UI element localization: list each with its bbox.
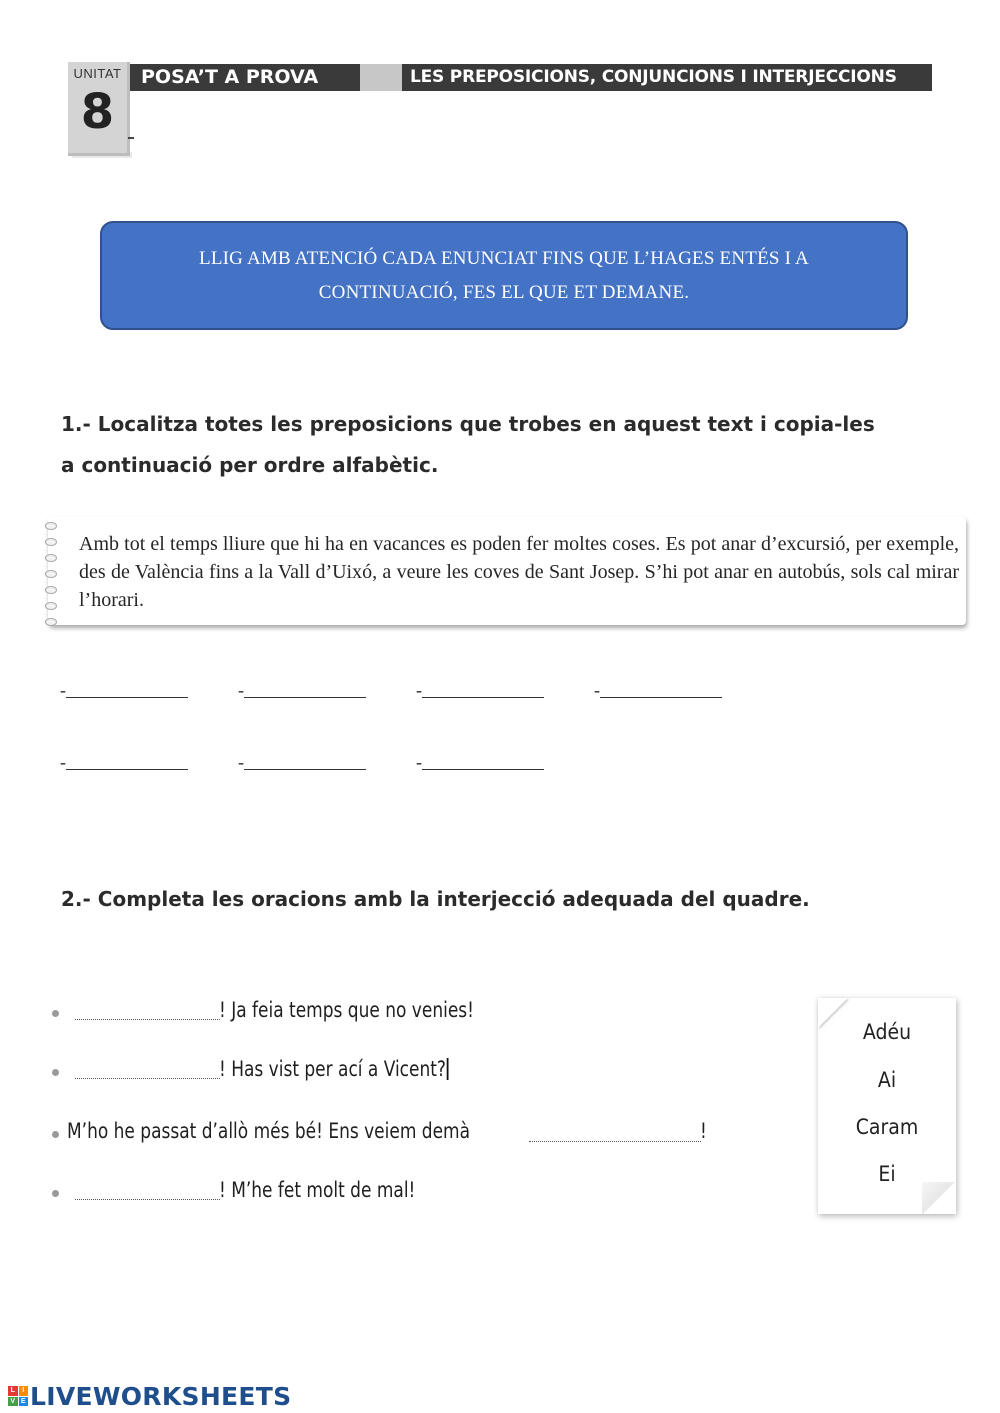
instruction-box [100, 221, 908, 330]
preposition-answer-7[interactable]: - [416, 752, 544, 778]
interjection-blank-4[interactable] [75, 1199, 220, 1200]
interjection-blank-2[interactable] [75, 1078, 220, 1079]
logo-icon: L I V E [8, 1386, 28, 1406]
interjection-blank-3[interactable] [529, 1141, 701, 1142]
text-cursor [447, 1058, 448, 1080]
instruction-text: LLIG AMB ATENCIÓ CADA ENUNCIAT FINS QUE L’HAGES ENTÉS I A CONTINUACIÓ, FES EL QUE ET DEMANE. [199, 247, 809, 303]
word-bank-item: Caram [855, 1115, 919, 1139]
section-title: POSA’T A PROVA [141, 66, 319, 88]
sentence-2-text: ! Has vist per ací a Vicent? [219, 1057, 446, 1081]
preposition-answer-5[interactable]: - [60, 752, 188, 778]
sentence-2 [219, 1057, 448, 1081]
interjection-blank-1[interactable] [75, 1019, 220, 1020]
bullet-icon [52, 1010, 59, 1017]
preposition-answer-2[interactable]: - [238, 680, 366, 706]
liveworksheets-logo[interactable] [8, 1382, 291, 1410]
preposition-answer-4[interactable]: - [594, 680, 722, 706]
word-bank-item: Adéu [862, 1020, 912, 1044]
sentence-3-text: M’ho he passat d’allò més bé! Ens veiem demà [67, 1119, 471, 1143]
bullet-icon [52, 1131, 59, 1138]
exercise-2-title: 2.- Completa les oracions amb la interjecció adequada del quadre. [61, 887, 810, 911]
page-curl-corner [922, 1182, 956, 1214]
unit-badge [68, 62, 130, 156]
header-divider [360, 64, 402, 91]
preposition-answer-3[interactable]: - [416, 680, 544, 706]
topic-title: LES PREPOSICIONS, CONJUNCIONS I INTERJECCIONS [410, 67, 897, 87]
sentence-1-text: ! Ja feia temps que no venies! [219, 998, 474, 1022]
unit-number: 8 [80, 84, 115, 140]
unit-tick-mark [128, 137, 134, 139]
preposition-answer-1[interactable]: - [60, 680, 188, 706]
word-bank-item: Ei [878, 1162, 896, 1186]
spiral-binding-icon [45, 522, 59, 626]
bullet-icon [52, 1190, 59, 1197]
preposition-answer-6[interactable]: - [238, 752, 366, 778]
logo-text: LIVEWORKSHEETS [30, 1381, 292, 1411]
bullet-icon [52, 1069, 59, 1076]
unit-label: UNITAT [73, 66, 122, 81]
passage-text: Amb tot el temps lliure que hi ha en vacances es poden fer moltes coses. Es pot anar d’excursió, per exemple, des de València fins a la Vall d’Uixó, a veure les coves de Sant Josep. S’hi pot anar en autobús, sols cal mirar l’horari. [79, 533, 959, 611]
exercise-1-title: 1.- Localitza totes les preposicions que trobes en aquest text i copia-les a continuació per ordre alfabètic. [61, 412, 875, 477]
sentence-3-end: ! [700, 1119, 707, 1143]
word-bank-item: Ai [877, 1068, 897, 1092]
sentence-4-text: ! M’he fet molt de mal! [219, 1178, 416, 1202]
